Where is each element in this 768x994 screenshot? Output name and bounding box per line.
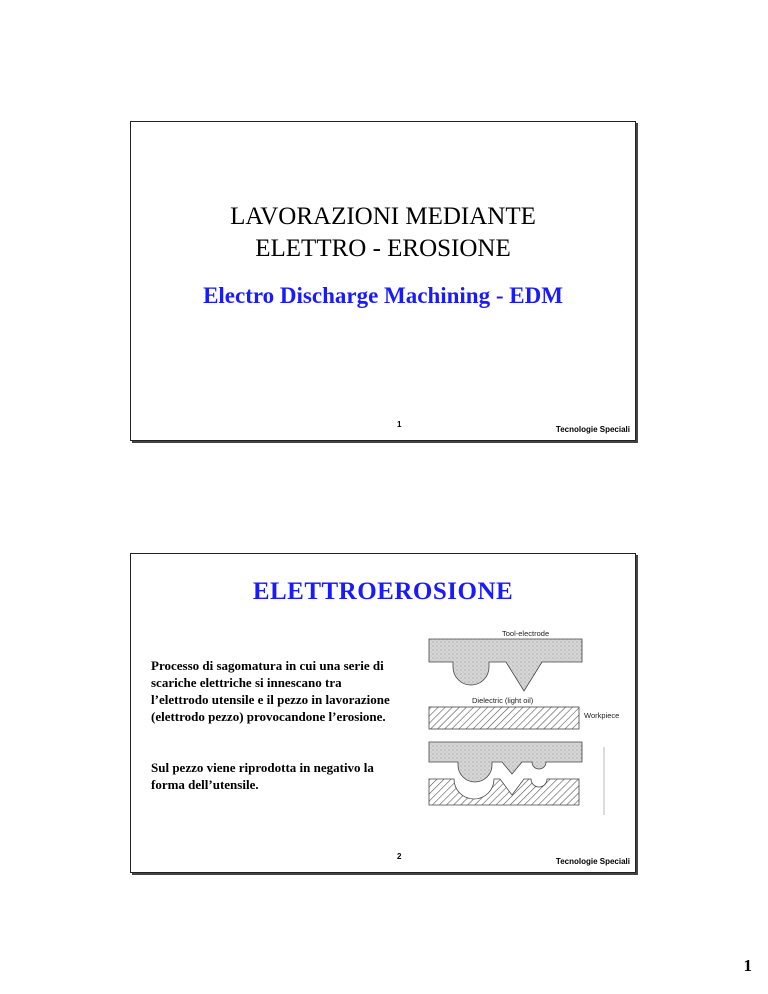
workpiece-shape xyxy=(429,707,579,729)
slide-2-footer: Tecnologie Speciali xyxy=(555,857,630,866)
page-number: 1 xyxy=(743,956,752,975)
tool-electrode-eroded-shape xyxy=(429,742,582,782)
slide-2-paragraph-2: Sul pezzo viene riprodotta in negativo la forma dell’utensile. xyxy=(151,760,374,792)
slide-2-paragraph-1: Processo di sagomatura in cui una serie di scariche elettriche si innescano tra l’elettrodo utensile e il pezzo in lavorazione (elettrodo pezzo) provocandone l’erosione. xyxy=(151,658,390,724)
workpiece-eroded-shape xyxy=(429,779,579,805)
title-line-2: ELETTRO - EROSIONE xyxy=(255,235,511,262)
tool-electrode-label: Tool-electrode xyxy=(502,629,550,638)
workpiece-label: Workpiece xyxy=(584,711,620,720)
slide-2-title: ELETTROEROSIONE xyxy=(252,578,514,605)
slide-1-footer: Tecnologie Speciali xyxy=(555,425,630,434)
slide-1-title xyxy=(131,201,635,265)
title-line-1: LAVORAZIONI MEDIANTE xyxy=(230,203,536,230)
slide-1 xyxy=(130,121,636,441)
tool-electrode-shape xyxy=(429,639,582,691)
edm-diagram xyxy=(424,629,634,819)
slide-2 xyxy=(130,553,636,873)
dielectric-label: Dielectric (light oil) xyxy=(472,696,534,705)
slide-1-subtitle: Electro Discharge Machining - EDM xyxy=(203,283,563,308)
slide-1-number: 1 xyxy=(397,420,402,429)
slide-2-number: 2 xyxy=(397,852,402,861)
